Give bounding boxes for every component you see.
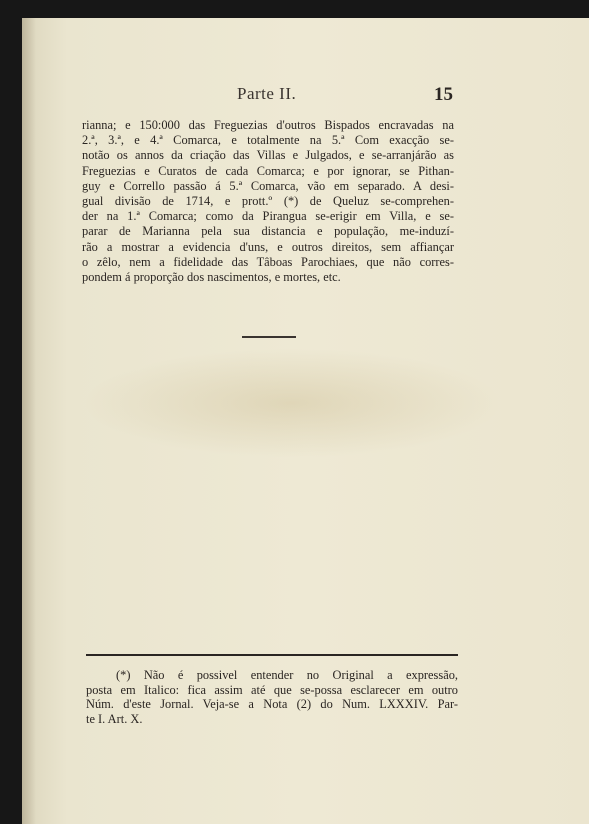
body-line: parar de Marianna pela sua distancia e população, me-induzí- [82,224,454,239]
footnote-rule [86,654,458,656]
body-line: notão os annos da criação das Villas e Julgados, e se-arranjárão as [82,148,454,163]
footnote-line: posta em Italico: fica assim até que se-possa esclarecer em outro [86,682,458,697]
footnote-line: te I. Art. X. [86,711,143,726]
body-text [82,118,454,285]
body-line: 2.ª, 3.ª, e 4.ª Comarca, e totalmente na 5.ª Com exacção se- [82,133,454,148]
book-page [22,18,589,824]
footnote-line: (*) Não é possivel entender no Original a expressão, [116,668,458,682]
footnote-line: Núm. d'este Jornal. Veja-se a Nota (2) do Num. LXXXIV. Par- [86,697,458,712]
body-line: guy e Corrello passão á 5.ª Comarca, vão em separado. A desi- [82,178,454,193]
footnote [86,668,458,726]
page-gutter-shadow [22,18,36,824]
body-line: rianna; e 150:000 das Freguezias d'outros Bispados encravadas na [82,118,454,132]
running-head [22,84,589,108]
body-line: Freguezias e Curatos de cada Comarca; e por ignorar, se Pithan- [82,163,454,178]
body-line: rão a mostrar a evidencia d'uns, e outros direitos, sem affiançar [82,239,454,254]
section-divider [242,336,296,338]
page-number: 15 [434,84,453,105]
body-line: o zêlo, nem a fidelidade das Tâboas Parochiaes, que não corres- [82,254,454,269]
paper-stain [82,348,502,458]
running-head-title: Parte II. [237,84,297,103]
body-line: gual divisão de 1714, e prott.º (*) de Queluz se-comprehen- [82,194,454,209]
body-line: der na 1.ª Comarca; como da Pirangua se-erigir em Villa, e se- [82,209,454,224]
body-line: pondem á proporção dos nascimentos, e mortes, etc. [82,270,341,285]
